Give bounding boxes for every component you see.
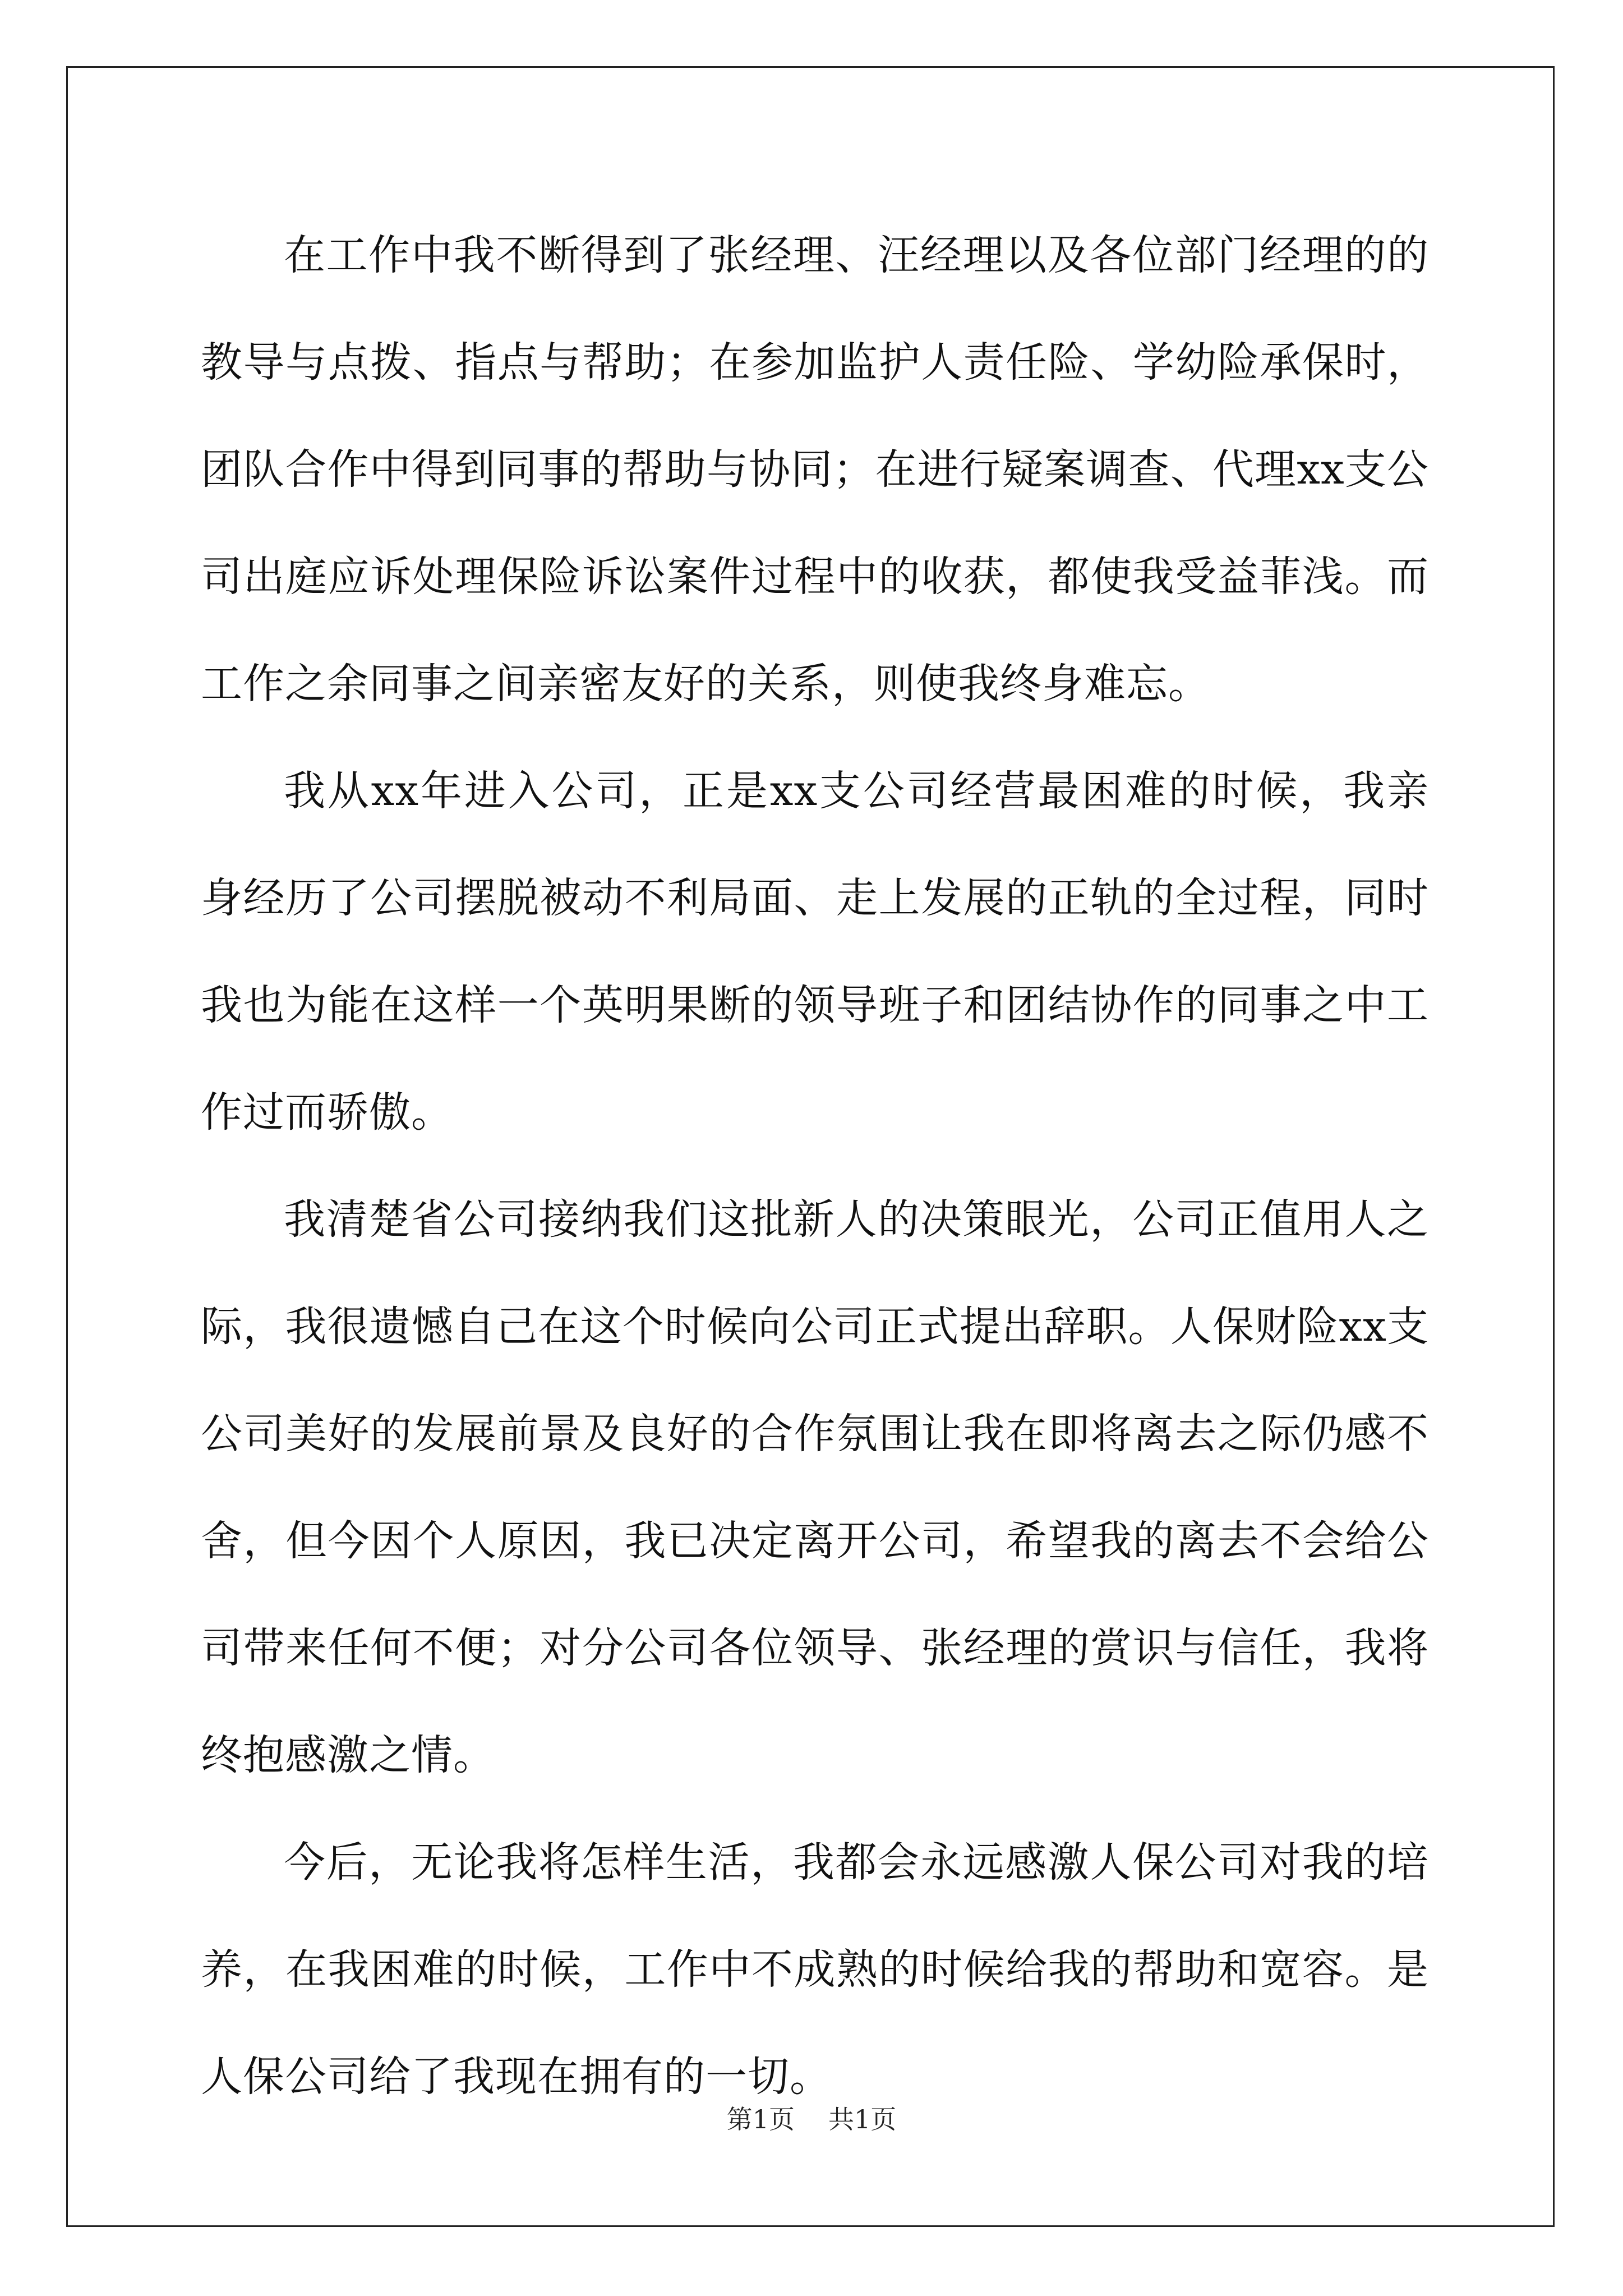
paragraph-1: 在工作中我不断得到了张经理、汪经理以及各位部门经理的的教导与点拨、指点与帮助；在参加监护人责任险、学幼险承保时，团队合作中得到同事的帮助与协同；在进行疑案调查、代理xx支公司出庭应诉处理保险诉讼案件过程中的收获，都使我受益菲浅。而工作之余同事之间亲密友好的关系，则使我终身难忘。 <box>201 231 1429 708</box>
document-body <box>201 202 1429 2131</box>
page-number-current: 第1页 <box>726 2104 795 2134</box>
paragraph-4: 今后，无论我将怎样生活，我都会永远感激人保公司对我的培养，在我困难的时候，工作中不成熟的时候给我的帮助和宽容。是人保公司给了我现在拥有的一切。 <box>201 1838 1429 2101</box>
page-number-total: 共1页 <box>828 2104 897 2134</box>
paragraph-2: 我从xx年进入公司，正是xx支公司经营最困难的时候，我亲身经历了公司摆脱被动不利局面、走上发展的正轨的全过程，同时我也为能在这样一个英明果断的领导班子和团结协作的同事之中工作过而骄傲。 <box>201 767 1429 1137</box>
page-footer <box>0 2102 1623 2136</box>
paragraph-3: 我清楚省公司接纳我们这批新人的决策眼光，公司正值用人之际，我很遗憾自己在这个时候向公司正式提出辞职。人保财险xx支公司美好的发展前景及良好的合作氛围让我在即将离去之际仍感不舍，但今因个人原因，我已决定离开公司，希望我的离去不会给公司带来任何不便；对分公司各位领导、张经理的赏识与信任，我将终抱感激之情。 <box>201 1195 1429 1779</box>
